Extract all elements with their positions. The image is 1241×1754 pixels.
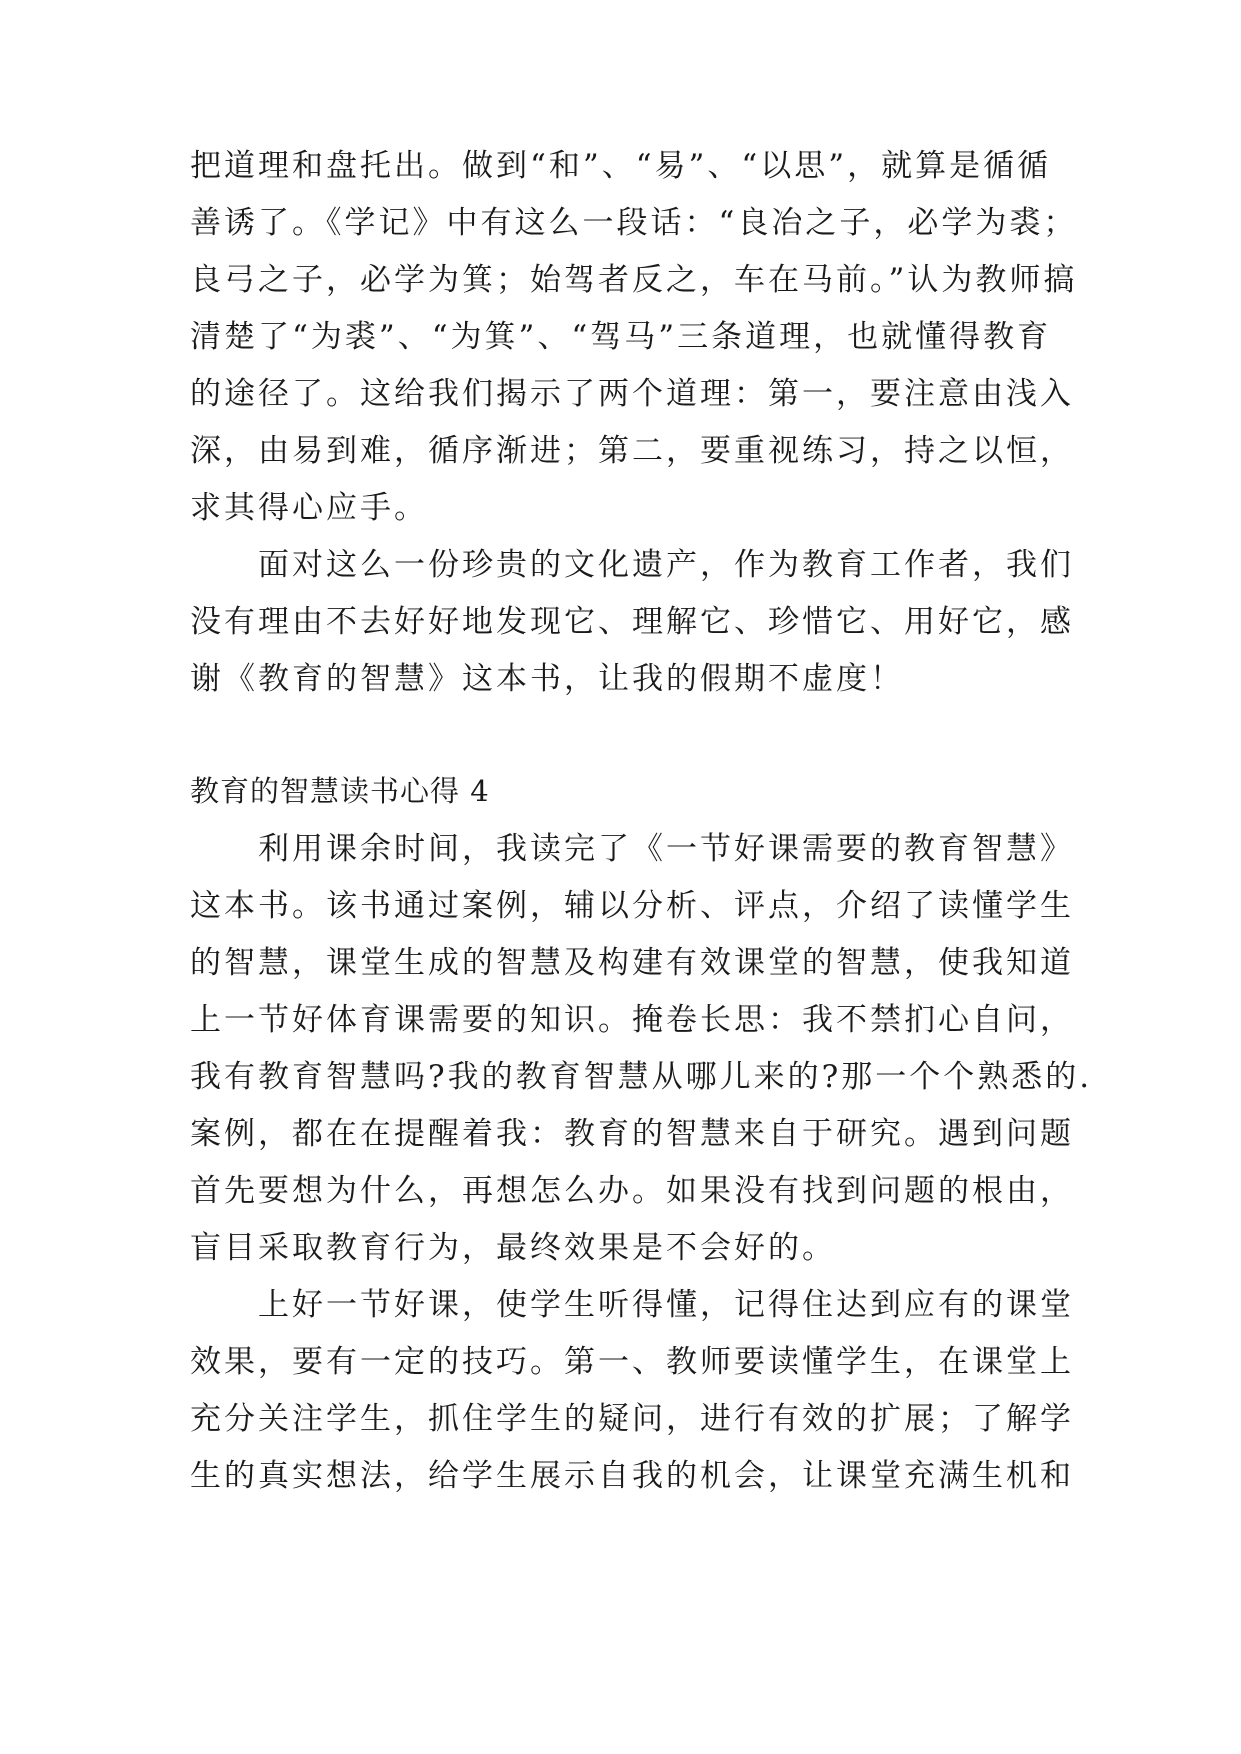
paragraph-4-line: 效果，要有一定的技巧。第一、教师要读懂学生，在课堂上 [190,1344,1074,1380]
paragraph-3-line: 这本书。该书通过案例，辅以分析、评点，介绍了读懂学生 [190,888,1074,924]
paragraph-3-line: 上一节好体育课需要的知识。掩卷长思：我不禁扪心自问， [190,1002,1074,1038]
paragraph-3-line: 我有教育智慧吗?我的教育智慧从哪儿来的?那一个个熟悉的. [190,1059,1093,1095]
paragraph-1-line: 把道理和盘托出。做到“和”、“易”、“以思”，就算是循循 [190,148,1052,184]
paragraph-4-line: 充分关注学生，抓住学生的疑问，进行有效的扩展；了解学 [190,1401,1074,1437]
paragraph-1-line: 求其得心应手。 [190,490,428,526]
paragraph-3-line: 盲目采取教育行为，最终效果是不会好的。 [190,1230,836,1266]
paragraph-3-line: 的智慧，课堂生成的智慧及构建有效课堂的智慧，使我知道 [190,945,1074,981]
paragraph-2-line: 谢《教育的智慧》这本书，让我的假期不虚度！ [190,661,904,697]
paragraph-3-line: 利用课余时间，我读完了《一节好课需要的教育智慧》 [190,831,1074,867]
paragraph-1-line: 深，由易到难，循序渐进；第二，要重视练习，持之以恒， [190,433,1074,469]
paragraph-1-line: 的途径了。这给我们揭示了两个道理：第一，要注意由浅入 [190,376,1074,412]
section-heading: 教育的智慧读书心得 4 [190,774,490,808]
paragraph-2-line: 面对这么一份珍贵的文化遗产，作为教育工作者，我们 [190,547,1074,583]
paragraph-2-line: 没有理由不去好好地发现它、理解它、珍惜它、用好它，感 [190,604,1074,640]
paragraph-3-line: 案例，都在在提醒着我：教育的智慧来自于研究。遇到问题 [190,1116,1074,1152]
paragraph-1-line: 良弓之子，必学为箕；始驾者反之，车在马前。”认为教师搞 [190,262,1078,298]
paragraph-1-line: 清楚了“为裘”、“为箕”、“驾马”三条道理，也就懂得教育 [190,319,1052,355]
paragraph-4-line: 上好一节好课，使学生听得懂，记得住达到应有的课堂 [190,1287,1074,1323]
paragraph-3-line: 首先要想为什么，再想怎么办。如果没有找到问题的根由， [190,1173,1074,1209]
paragraph-4-line: 生的真实想法，给学生展示自我的机会，让课堂充满生机和 [190,1458,1074,1494]
paragraph-1-line: 善诱了。《学记》中有这么一段话：“良冶之子，必学为裘； [190,205,1078,241]
